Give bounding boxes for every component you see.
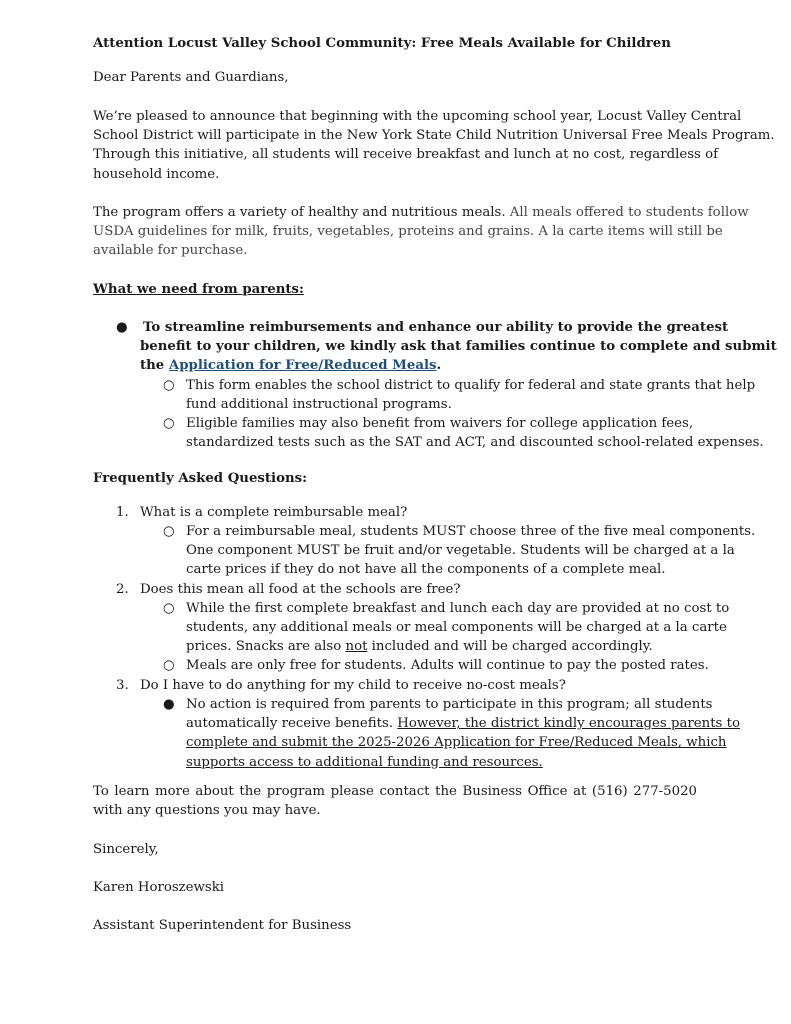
faq-answer: For a reimbursable meal, students MUST choose three of the five meal components. One component MUST be fruit and/or vegetable. Students will be charged at a la carte prices if they do not have all the components of a complete meal. <box>186 524 756 578</box>
intro-line: household income. <box>93 166 220 182</box>
signer-title: Assistant Superintendent for Business <box>93 918 352 933</box>
faq-answer: No action is required from parents to participate in this program; all students automatically receive benefits. However, the district kindly encourages parents to complete and submit the 2025-2026 Application for Free/Reduced Meals, which supports access to additional funding and resources. <box>186 697 740 770</box>
section-heading-parents: What we need from parents: <box>93 282 304 297</box>
greeting: Dear Parents and Guardians, <box>93 70 289 85</box>
program-line: USDA guidelines for milk, fruits, vegetables, proteins and grains. A la carte items will still be <box>93 224 723 240</box>
faq-answer: While the first complete breakfast and lunch each day are provided at no cost to students, any additional meals or meal components will be charged at a la carte prices. Snacks are also not included and will be charged accordingly. <box>186 601 730 655</box>
parents-bullet-text: To streamline reimbursements and enhance our ability to provide the greatest benefit to your children, we kindly ask that families continue to complete and submit the Application for Free/Reduced Meals. <box>140 320 777 374</box>
section-heading-faq: Frequently Asked Questions: <box>93 471 308 486</box>
faq-question: Do I have to do anything for my child to receive no-cost meals? <box>140 678 566 693</box>
signer-name: Karen Horoszewski <box>93 880 225 895</box>
faq-question: What is a complete reimbursable meal? <box>140 505 408 520</box>
intro-line: We’re pleased to announce that beginning with the upcoming school year, Locust Valley Central <box>93 109 742 124</box>
faq-question: Does this mean all food at the schools are free? <box>140 582 461 597</box>
letter-title: Attention Locust Valley School Community: Free Meals Available for Children <box>93 36 671 51</box>
intro-paragraph <box>93 107 775 184</box>
sub-bullet-marker: ○ <box>163 524 175 539</box>
sub-bullet-marker: ○ <box>163 378 175 393</box>
intro-line: Through this initiative, all students will receive breakfast and lunch at no cost, regardless of <box>93 147 719 163</box>
bullet-marker: ● <box>116 320 128 335</box>
application-link[interactable]: Application for Free/Reduced Meals <box>168 358 437 374</box>
program-line: available for purchase. <box>93 243 248 259</box>
faq-answer: Meals are only free for students. Adults will continue to pay the posted rates. <box>186 658 709 673</box>
program-line: The program offers a variety of healthy and nutritious meals. All meals offered to students follow <box>93 205 749 220</box>
program-paragraph <box>93 203 749 261</box>
sub-bullet-grants: This form enables the school district to qualify for federal and state grants that help fund additional instructional programs. <box>186 378 756 413</box>
sub-bullet-marker: ○ <box>163 658 175 673</box>
faq-number: 1. <box>116 505 129 520</box>
sub-bullet-waivers: Eligible families may also benefit from waivers for college application fees, standardized tests such as the SAT and ACT, and discounted school-related expenses. <box>186 416 764 451</box>
faq-number: 3. <box>116 678 129 693</box>
sub-bullet-marker: ○ <box>163 416 175 431</box>
intro-line: School District will participate in the New York State Child Nutrition Universal Free Meals Program. <box>93 128 775 144</box>
faq-number: 2. <box>116 582 129 597</box>
emphasis-not: not <box>345 639 368 655</box>
sub-bullet-marker: ○ <box>163 601 175 616</box>
closing: Sincerely, <box>93 842 159 857</box>
bullet-marker: ● <box>163 697 175 712</box>
contact-paragraph: To learn more about the program please contact the Business Office at (516) 277-5020 with any questions you may have. <box>93 784 697 819</box>
